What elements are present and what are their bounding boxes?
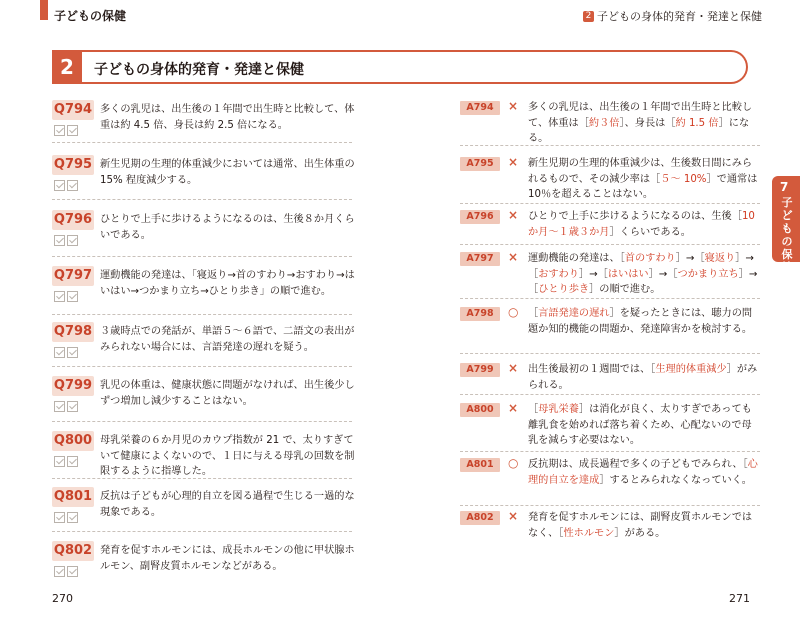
checkbox[interactable] <box>67 456 78 467</box>
check-boxes <box>54 235 78 246</box>
check-boxes <box>54 125 78 136</box>
answer-text: 発育を促すホルモンには、副腎皮質ホルモンではなく、［性ホルモン］がある。 <box>528 512 753 539</box>
answer-id: A801 <box>460 458 500 472</box>
checkbox[interactable] <box>67 235 78 246</box>
cross-icon: × <box>508 250 519 264</box>
divider <box>52 199 352 200</box>
question-text: 乳児の体重は、健康状態に問題がなければ、出生後少しずつ増加し減少することはない。 <box>100 380 355 407</box>
divider <box>52 421 352 422</box>
divider <box>460 505 760 506</box>
question-text: 反抗は子どもが心理的自立を図る過程で生じる一過的な現象である。 <box>100 491 355 518</box>
question-id: Q794 <box>52 100 94 120</box>
answer-text: 反抗期は、成長過程で多くの子どもでみられ、［心理的自立を達成］するとみられなくなっていく。 <box>528 459 758 486</box>
answer-id: A800 <box>460 403 500 417</box>
question-text: 新生児期の生理的体重減少においては通常、出生体重の 15% 程度減少する。 <box>100 159 355 186</box>
cross-icon: × <box>508 208 519 222</box>
cross-icon: × <box>508 361 519 375</box>
question-text: 母乳栄養の６か月児のカウプ指数が 21 で、太りすぎていて健康によくないので、１日に与える母乳の回数を制限するように指導した。 <box>100 435 355 477</box>
checkbox[interactable] <box>67 401 78 412</box>
header-right <box>583 8 762 24</box>
answer-id: A802 <box>460 511 500 525</box>
divider <box>52 314 352 315</box>
answer-text: 運動機能の発達は、［首のすわり］→［寝返り］→［おすわり］→［はいはい］→［つかまり立ち］→［ひとり歩き］の順で進む。 <box>528 253 758 295</box>
check-boxes <box>54 347 78 358</box>
circle-icon: ○ <box>508 305 519 319</box>
page-number-left: 270 <box>52 592 73 605</box>
checkbox[interactable] <box>67 512 78 523</box>
answer-id: A797 <box>460 252 500 266</box>
checkbox[interactable] <box>54 512 65 523</box>
check-boxes <box>54 456 78 467</box>
checkbox[interactable] <box>54 566 65 577</box>
question-id: Q801 <box>52 487 94 507</box>
divider <box>460 394 760 395</box>
divider <box>460 353 760 354</box>
checkbox[interactable] <box>67 347 78 358</box>
question-id: Q796 <box>52 210 94 230</box>
section-title: 子どもの身体的発育・発達と保健 <box>94 62 304 78</box>
chapter-number: 7 <box>780 180 789 194</box>
page-number-right: 271 <box>729 592 750 605</box>
checkbox[interactable] <box>67 125 78 136</box>
checkbox[interactable] <box>67 291 78 302</box>
check-boxes <box>54 180 78 191</box>
answer-text: ひとりで上手に歩けるようになるのは、生後［10 か月～１歳３か月］くらいである。 <box>528 211 755 238</box>
question-text: ひとりで上手に歩けるようになるのは、生後８か月くらいである。 <box>100 214 355 241</box>
chapter-label: 子どもの保健 <box>781 196 793 274</box>
answer-text: ［母乳栄養］は消化が良く、太りすぎであっても離乳食を始めれば落ち着くため、心配ないので母乳を減らす必要はない。 <box>528 404 752 446</box>
question-text: 運動機能の発達は、「寝返り→首のすわり→おすわり→はいはい→つかまり立ち→ひとり歩き」の順で進む。 <box>100 270 355 297</box>
divider <box>460 244 760 245</box>
answer-id: A795 <box>460 157 500 171</box>
divider <box>52 531 352 532</box>
checkbox[interactable] <box>54 401 65 412</box>
divider <box>460 451 760 452</box>
section-number: 2 <box>52 50 82 84</box>
divider <box>52 478 352 479</box>
checkbox[interactable] <box>67 566 78 577</box>
divider <box>460 203 760 204</box>
answer-id: A796 <box>460 210 500 224</box>
answer-id: A794 <box>460 101 500 115</box>
answer-id: A798 <box>460 307 500 321</box>
question-text: ３歳時点での発話が、単語５～６語で、二語文の表出がみられない場合には、言語発達の遅れを疑う。 <box>100 326 355 353</box>
question-id: Q795 <box>52 155 94 175</box>
question-text: 発育を促すホルモンには、成長ホルモンの他に甲状腺ホルモン、副腎皮質ホルモンなどがある。 <box>100 545 355 572</box>
divider <box>460 298 760 299</box>
checkbox[interactable] <box>54 180 65 191</box>
header-left-title: 子どもの保健 <box>54 9 127 23</box>
question-id: Q802 <box>52 541 94 561</box>
divider <box>52 366 352 367</box>
question-id: Q798 <box>52 322 94 342</box>
check-boxes <box>54 401 78 412</box>
header-right-title: 子どもの身体的発育・発達と保健 <box>597 10 762 23</box>
question-text: 多くの乳児は、出生後の１年間で出生時と比較して、体重は約 4.5 倍、身長は約 2.5 倍になる。 <box>100 104 355 131</box>
check-boxes <box>54 291 78 302</box>
question-id: Q797 <box>52 266 94 286</box>
answer-id: A799 <box>460 363 500 377</box>
divider <box>52 142 352 143</box>
cross-icon: × <box>508 155 519 169</box>
check-boxes <box>54 566 78 577</box>
answer-text: ［言語発達の遅れ］を疑ったときには、聴力の問題か知的機能の問題か、発達障害かを検討する。 <box>528 308 753 335</box>
divider <box>52 256 352 257</box>
checkbox[interactable] <box>54 456 65 467</box>
checkbox[interactable] <box>54 235 65 246</box>
question-id: Q799 <box>52 376 94 396</box>
cross-icon: × <box>508 401 519 415</box>
question-id: Q800 <box>52 431 94 451</box>
checkbox[interactable] <box>54 291 65 302</box>
checkbox[interactable] <box>67 180 78 191</box>
divider <box>460 145 760 146</box>
circle-icon: ○ <box>508 456 519 470</box>
check-boxes <box>54 512 78 523</box>
header-section-number: 2 <box>583 11 594 22</box>
checkbox[interactable] <box>54 125 65 136</box>
cross-icon: × <box>508 509 519 523</box>
header-accent-bar <box>40 0 48 20</box>
cross-icon: × <box>508 99 519 113</box>
answer-text: 多くの乳児は、出生後の１年間で出生時と比較して、体重は［約３倍］、身長は［約 1.5 倍］になる。 <box>528 102 753 144</box>
answer-text: 出生後最初の１週間では、［生理的体重減少］がみられる。 <box>528 364 758 391</box>
checkbox[interactable] <box>54 347 65 358</box>
answer-text: 新生児期の生理的体重減少は、生後数日間にみられるもので、その減少率は［５～ 10%］で通常は 10％を超えることはない。 <box>528 158 758 200</box>
